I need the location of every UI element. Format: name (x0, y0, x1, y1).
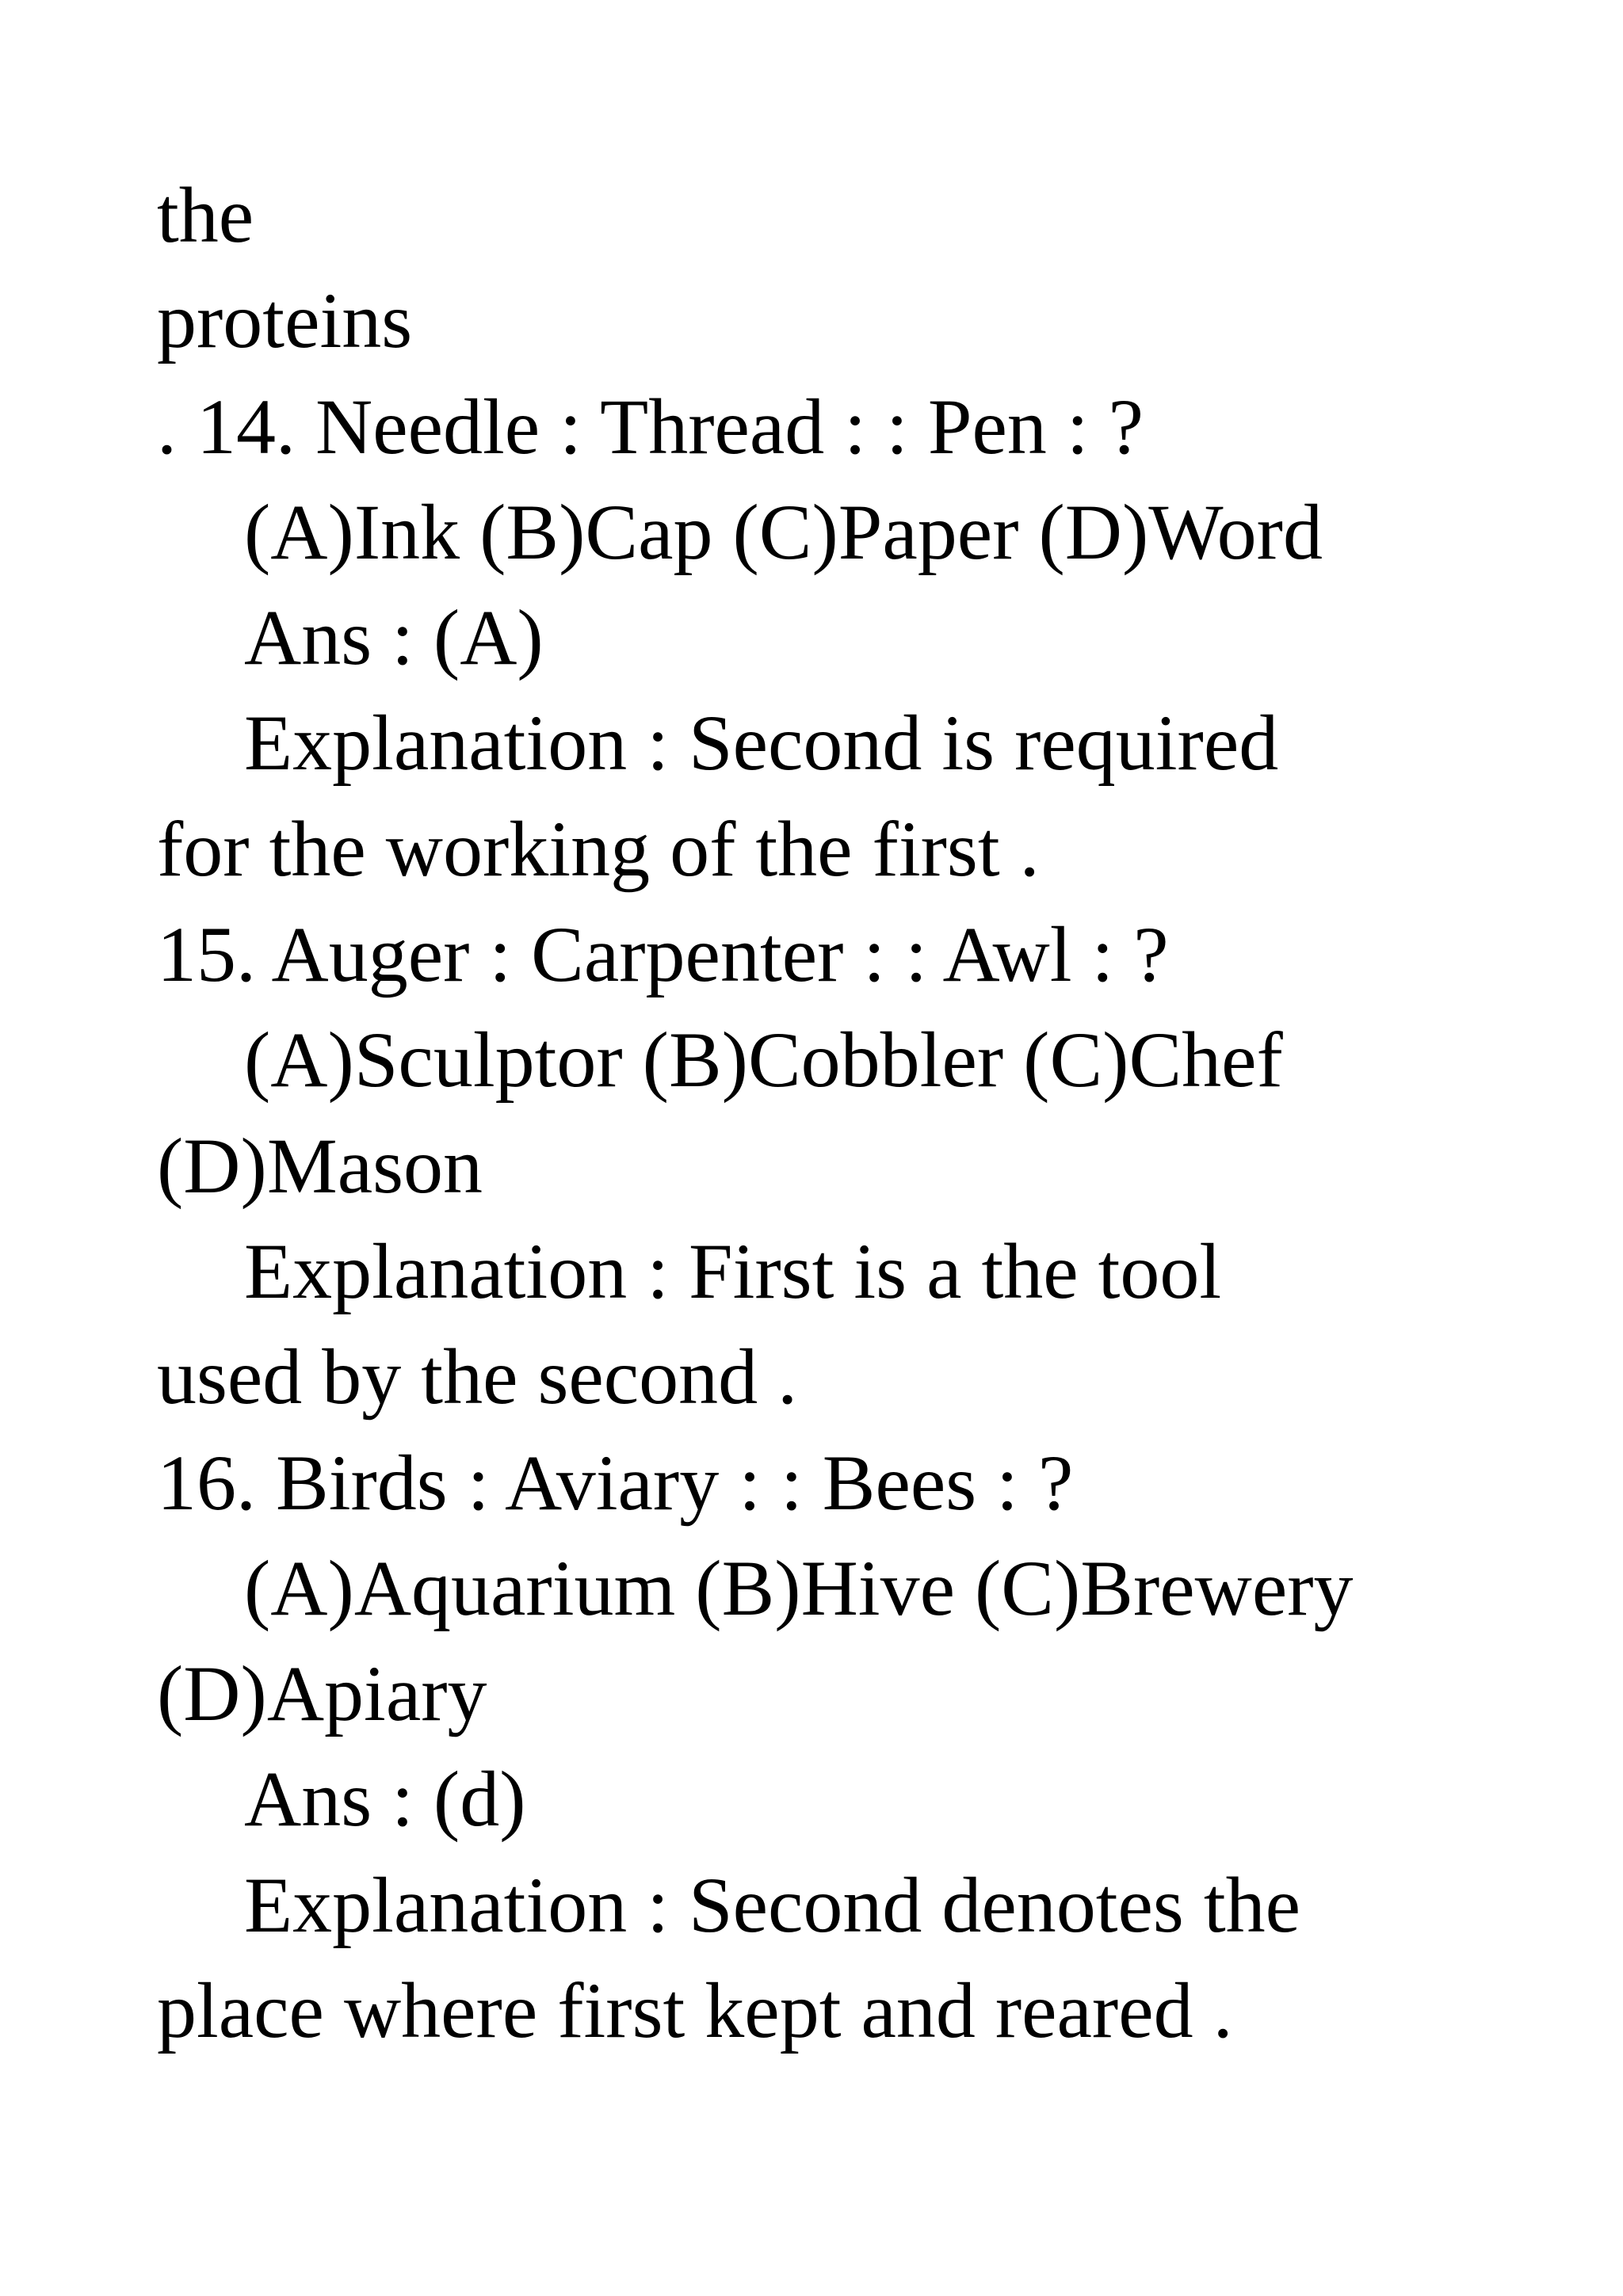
question-16: 16. Birds : Aviary : : Bees : ? (157, 1438, 1074, 1527)
question-16-explanation-cont: place where first kept and reared . (157, 1966, 1233, 2055)
question-16-answer: Ans : (d) (244, 1755, 526, 1844)
question-15-explanation-cont: used by the second . (157, 1333, 798, 1421)
document-text (157, 162, 1552, 2063)
text-line-fragment: the (157, 171, 254, 259)
question-14: . 14. Needle : Thread : : Pen : ? (157, 382, 1144, 471)
question-16-explanation: Explanation : Second denotes the (244, 1860, 1301, 1949)
text-line-fragment: proteins (157, 277, 413, 365)
question-14-explanation: Explanation : Second is required (244, 699, 1279, 788)
question-15: 15. Auger : Carpenter : : Awl : ? (157, 910, 1169, 999)
question-14-explanation-cont: for the working of the first . (157, 804, 1040, 893)
question-16-options-cont: (D)Apiary (157, 1650, 487, 1738)
question-16-options: (A)Aquarium (B)Hive (C)Brewery (244, 1543, 1354, 1632)
question-15-options-cont: (D)Mason (157, 1121, 483, 1210)
question-14-options: (A)Ink (B)Cap (C)Paper (D)Word (244, 487, 1323, 576)
question-15-explanation: Explanation : First is a the tool (244, 1226, 1222, 1315)
question-15-options: (A)Sculptor (B)Cobbler (C)Chef (244, 1016, 1283, 1104)
question-14-answer: Ans : (A) (244, 593, 544, 682)
